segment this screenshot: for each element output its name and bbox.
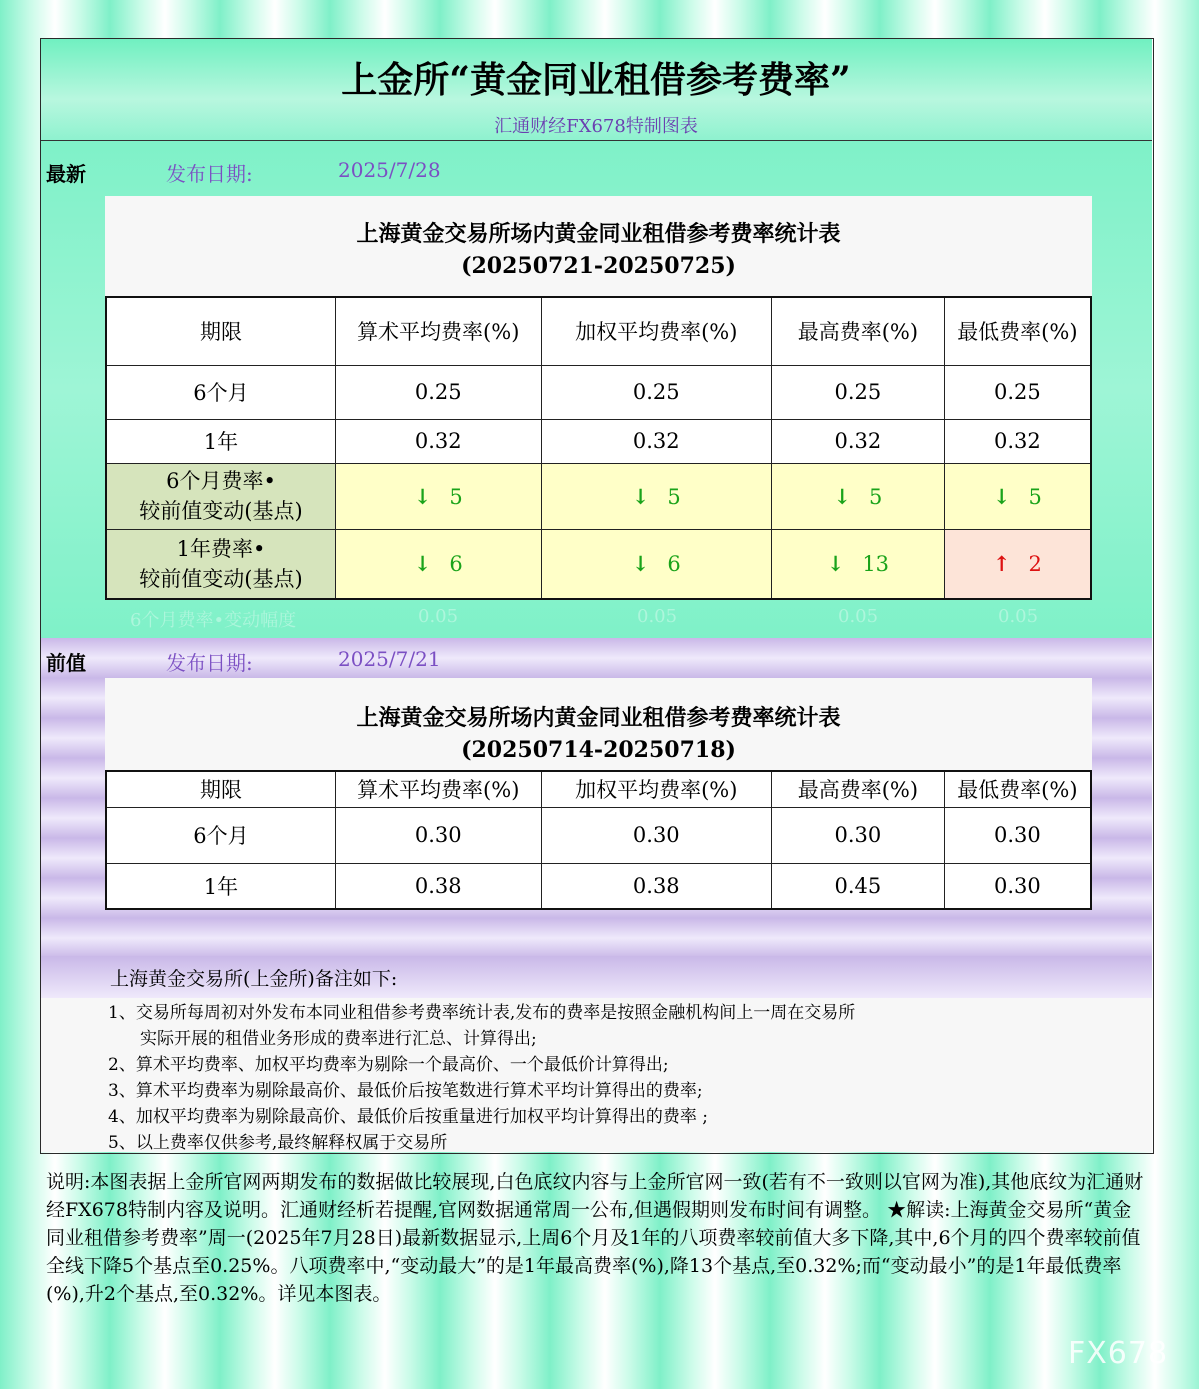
table-row	[106, 419, 1091, 463]
note-item: 4、加权平均费率为剔除最高价、最低价后按重量进行加权平均计算得出的费率 ;	[108, 1107, 708, 1127]
change-row-1y	[106, 529, 1091, 599]
change-row-6m	[106, 463, 1091, 529]
col-header: 加权平均费率(%)	[541, 771, 772, 807]
rate-cell: 0.25	[541, 365, 772, 419]
latest-table-header-card	[105, 196, 1092, 296]
change-cell	[335, 529, 541, 599]
rate-cell: 0.25	[944, 365, 1091, 419]
down-arrow-icon: ↓	[631, 551, 650, 577]
col-header: 加权平均费率(%)	[541, 297, 772, 365]
latest-table-title: 上海黄金交易所场内黄金同业租借参考费率统计表	[356, 221, 841, 247]
ghost-row-label: 6个月费率•变动幅度	[130, 610, 297, 631]
previous-table-title: 上海黄金交易所场内黄金同业租借参考费率统计表	[356, 705, 841, 731]
rate-cell: 0.45	[772, 863, 945, 909]
change-label	[106, 463, 335, 529]
ghost-row-value: 0.05	[998, 606, 1039, 627]
table-row	[106, 863, 1091, 909]
description-text: 说明:本图表据上金所官网两期发布的数据做比较展现,白色底纹内容与上金所官网一致(若有不一致则以官网为准),其他底纹为汇通财经FX678特制内容及说明。汇通财经析若提醒,官网数据通常周一公布,但遇假期则发布时间有调整。 ★解读:上海黄金交易所“黄金同业租借参考费率”周一(2025年7月28日)最新数据显示,上周6个月及1年的八项费率较前值大多下降,其中,6个月的四个费率较前值全线下降5个基点至0.25%。八项费率中,“变动最大”的是1年最高费率(%),降13个基点,至0.32%;而“变动最小”的是1年最低费率(%),升2个基点,至0.32%。详见本图表。	[46, 1171, 1144, 1305]
change-cell	[772, 463, 945, 529]
term-cell: 6个月	[106, 807, 335, 863]
change-value: 5	[667, 484, 681, 509]
previous-date-label: 发布日期:	[166, 651, 253, 675]
down-arrow-icon: ↓	[413, 483, 432, 509]
page-subtitle: 汇通财经FX678特制图表	[494, 116, 698, 137]
term-cell: 1年	[106, 419, 335, 463]
rate-cell: 0.38	[335, 863, 541, 909]
change-value: 13	[862, 552, 890, 577]
rate-cell: 0.30	[944, 807, 1091, 863]
term-cell: 6个月	[106, 365, 335, 419]
rate-cell: 0.30	[944, 863, 1091, 909]
rate-cell: 0.32	[944, 419, 1091, 463]
rate-cell: 0.32	[772, 419, 945, 463]
col-header: 期限	[106, 771, 335, 807]
note-item: 3、算术平均费率为剔除最高价、最低价后按笔数进行算术平均计算得出的费率;	[108, 1081, 703, 1101]
rate-cell: 0.30	[772, 807, 945, 863]
change-value: 5	[1028, 484, 1042, 509]
notes-list	[108, 1000, 855, 1156]
change-label-line2: 较前值变动(基点)	[139, 566, 303, 591]
previous-table-header-card	[105, 678, 1092, 770]
down-arrow-icon: ↓	[826, 551, 845, 577]
col-header: 最高费率(%)	[772, 297, 945, 365]
table-row	[106, 807, 1091, 863]
previous-label: 前值	[46, 651, 86, 675]
col-header: 期限	[106, 297, 335, 365]
latest-date: 2025/7/28	[338, 158, 441, 182]
change-value: 6	[667, 552, 681, 577]
ghost-row-value: 0.05	[418, 606, 459, 627]
note-item: 2、算术平均费率、加权平均费率为剔除一个最高价、一个最低价计算得出;	[108, 1055, 669, 1075]
down-arrow-icon: ↓	[413, 551, 432, 577]
table-row	[106, 365, 1091, 419]
rate-cell: 0.30	[335, 807, 541, 863]
term-cell: 1年	[106, 863, 335, 909]
change-label-line1: 6个月费率•	[166, 469, 276, 493]
change-value: 2	[1028, 552, 1042, 577]
rate-cell: 0.38	[541, 863, 772, 909]
table-header-row	[106, 771, 1091, 807]
change-cell	[541, 529, 772, 599]
rate-cell: 0.25	[772, 365, 945, 419]
col-header: 最低费率(%)	[944, 771, 1091, 807]
latest-label: 最新	[46, 162, 86, 186]
note-item: 1、交易所每周初对外发布本同业租借参考费率统计表,发布的费率是按照金融机构间上一周在交易所	[108, 1003, 856, 1023]
change-cell	[944, 529, 1091, 599]
change-label-line2: 较前值变动(基点)	[139, 499, 303, 523]
change-label	[106, 529, 335, 599]
latest-date-label: 发布日期:	[166, 162, 253, 186]
change-cell	[944, 463, 1091, 529]
col-header: 算术平均费率(%)	[335, 297, 541, 365]
ghost-row-value: 0.05	[637, 606, 678, 627]
previous-rate-table	[105, 770, 1092, 910]
up-arrow-icon: ↑	[992, 551, 1011, 577]
rate-cell: 0.32	[541, 419, 772, 463]
rate-cell: 0.25	[335, 365, 541, 419]
down-arrow-icon: ↓	[631, 483, 650, 509]
rate-cell: 0.32	[335, 419, 541, 463]
col-header: 最低费率(%)	[944, 297, 1091, 365]
col-header: 算术平均费率(%)	[335, 771, 541, 807]
rate-cell: 0.30	[541, 807, 772, 863]
latest-table-period: (20250721-20250725)	[461, 253, 736, 279]
previous-date: 2025/7/21	[338, 647, 441, 671]
change-cell	[541, 463, 772, 529]
note-item: 实际开展的租借业务形成的费率进行汇总、计算得出;	[140, 1029, 537, 1049]
change-value: 5	[869, 484, 883, 509]
page-title: 上金所“黄金同业租借参考费率”	[341, 59, 851, 101]
latest-rate-table	[105, 296, 1092, 600]
ghost-row-value: 0.05	[838, 606, 879, 627]
col-header: 最高费率(%)	[772, 771, 945, 807]
change-value: 5	[449, 484, 463, 509]
fx678-watermark: FX678	[1068, 1336, 1169, 1371]
down-arrow-icon: ↓	[992, 483, 1011, 509]
down-arrow-icon: ↓	[833, 483, 851, 509]
change-value: 6	[449, 552, 463, 577]
previous-table-period: (20250714-20250718)	[461, 737, 736, 763]
change-cell	[772, 529, 945, 599]
note-item: 5、以上费率仅供参考,最终解释权属于交易所	[108, 1133, 448, 1153]
table-header-row	[106, 297, 1091, 365]
change-cell	[335, 463, 541, 529]
notes-title: 上海黄金交易所(上金所)备注如下:	[110, 968, 398, 990]
change-label-line1: 1年费率•	[176, 536, 266, 561]
